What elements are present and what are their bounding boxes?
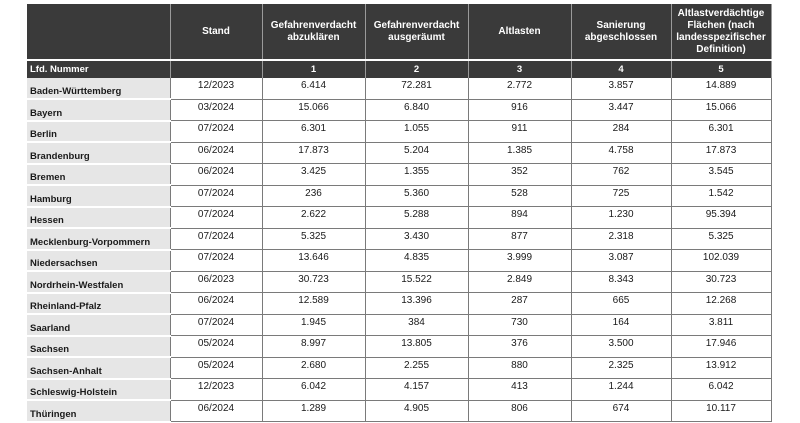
value-cell-1: 13.646 — [262, 250, 365, 272]
table-row — [27, 271, 771, 293]
value-cell-2: 4.905 — [365, 400, 468, 422]
table-row — [27, 121, 771, 143]
table-row — [27, 185, 771, 207]
stand-cell: 05/2024 — [170, 336, 262, 358]
header-gefahrenverdacht-abzuklaeren: Gefahrenverdacht abzuklären — [262, 4, 365, 60]
value-cell-4: 4.758 — [571, 142, 671, 164]
value-cell-3: 2.772 — [468, 78, 571, 99]
value-cell-5: 13.912 — [671, 357, 771, 379]
value-cell-5: 5.325 — [671, 228, 771, 250]
stand-cell: 12/2023 — [170, 379, 262, 401]
header-altlastverdaechtige-flaechen: Altlastverdächtige Flächen (nach landesspezifischer Definition) — [671, 4, 771, 60]
value-cell-3: 911 — [468, 121, 571, 143]
value-cell-4: 8.343 — [571, 271, 671, 293]
value-cell-2: 13.396 — [365, 293, 468, 315]
table-row — [27, 400, 771, 422]
value-cell-4: 2.325 — [571, 357, 671, 379]
value-cell-5: 3.545 — [671, 164, 771, 186]
stand-cell: 07/2024 — [170, 121, 262, 143]
value-cell-4: 3.500 — [571, 336, 671, 358]
land-cell: Sachsen-Anhalt — [27, 357, 170, 379]
altlasten-table-container — [27, 4, 771, 423]
table-row — [27, 78, 771, 99]
value-cell-3: 352 — [468, 164, 571, 186]
stand-cell: 07/2024 — [170, 185, 262, 207]
value-cell-1: 1.945 — [262, 314, 365, 336]
value-cell-1: 6.301 — [262, 121, 365, 143]
stand-cell: 06/2024 — [170, 142, 262, 164]
stand-cell: 03/2024 — [170, 99, 262, 121]
table-row — [27, 250, 771, 272]
value-cell-2: 72.281 — [365, 78, 468, 99]
number-cell-4: 4 — [571, 60, 671, 78]
value-cell-1: 5.325 — [262, 228, 365, 250]
land-cell: Bayern — [27, 99, 170, 121]
value-cell-3: 413 — [468, 379, 571, 401]
value-cell-2: 5.288 — [365, 207, 468, 229]
value-cell-2: 384 — [365, 314, 468, 336]
stand-cell: 07/2024 — [170, 250, 262, 272]
value-cell-5: 17.946 — [671, 336, 771, 358]
value-cell-3: 730 — [468, 314, 571, 336]
value-cell-4: 674 — [571, 400, 671, 422]
value-cell-1: 236 — [262, 185, 365, 207]
value-cell-4: 725 — [571, 185, 671, 207]
value-cell-5: 95.394 — [671, 207, 771, 229]
land-cell: Baden-Württemberg — [27, 78, 170, 99]
land-cell: Rheinland-Pfalz — [27, 293, 170, 315]
stand-cell: 07/2024 — [170, 207, 262, 229]
table-row — [27, 357, 771, 379]
value-cell-2: 1.055 — [365, 121, 468, 143]
stand-cell: 07/2024 — [170, 228, 262, 250]
value-cell-5: 14.889 — [671, 78, 771, 99]
value-cell-4: 284 — [571, 121, 671, 143]
value-cell-3: 1.385 — [468, 142, 571, 164]
value-cell-4: 3.087 — [571, 250, 671, 272]
value-cell-2: 13.805 — [365, 336, 468, 358]
header-sanierung-abgeschlossen: Sanierung abgeschlossen — [571, 4, 671, 60]
land-cell: Sachsen — [27, 336, 170, 358]
land-cell: Nordrhein-Westfalen — [27, 271, 170, 293]
header-cell-blank — [27, 4, 170, 60]
value-cell-3: 2.849 — [468, 271, 571, 293]
stand-cell: 12/2023 — [170, 78, 262, 99]
value-cell-5: 1.542 — [671, 185, 771, 207]
value-cell-5: 102.039 — [671, 250, 771, 272]
value-cell-1: 3.425 — [262, 164, 365, 186]
value-cell-3: 528 — [468, 185, 571, 207]
number-row — [27, 60, 771, 78]
table-row — [27, 228, 771, 250]
stand-cell: 05/2024 — [170, 357, 262, 379]
value-cell-4: 3.857 — [571, 78, 671, 99]
stand-cell: 06/2024 — [170, 400, 262, 422]
value-cell-5: 17.873 — [671, 142, 771, 164]
value-cell-3: 877 — [468, 228, 571, 250]
value-cell-5: 10.117 — [671, 400, 771, 422]
value-cell-5: 30.723 — [671, 271, 771, 293]
table-row — [27, 314, 771, 336]
table-body — [27, 78, 771, 422]
land-cell: Berlin — [27, 121, 170, 143]
table-row — [27, 207, 771, 229]
table-row — [27, 336, 771, 358]
land-cell: Brandenburg — [27, 142, 170, 164]
table-row — [27, 142, 771, 164]
altlasten-table — [27, 4, 772, 423]
value-cell-4: 3.447 — [571, 99, 671, 121]
stand-cell: 06/2024 — [170, 293, 262, 315]
value-cell-2: 5.204 — [365, 142, 468, 164]
land-cell: Schleswig-Holstein — [27, 379, 170, 401]
value-cell-2: 4.835 — [365, 250, 468, 272]
number-cell-stand — [170, 60, 262, 78]
number-cell-5: 5 — [671, 60, 771, 78]
value-cell-1: 30.723 — [262, 271, 365, 293]
value-cell-4: 164 — [571, 314, 671, 336]
value-cell-5: 15.066 — [671, 99, 771, 121]
value-cell-3: 916 — [468, 99, 571, 121]
land-cell: Niedersachsen — [27, 250, 170, 272]
value-cell-2: 15.522 — [365, 271, 468, 293]
value-cell-3: 3.999 — [468, 250, 571, 272]
value-cell-3: 376 — [468, 336, 571, 358]
value-cell-2: 3.430 — [365, 228, 468, 250]
value-cell-2: 4.157 — [365, 379, 468, 401]
header-gefahrenverdacht-ausgeraeumt: Gefahrenverdacht ausgeräumt — [365, 4, 468, 60]
land-cell: Hessen — [27, 207, 170, 229]
value-cell-1: 1.289 — [262, 400, 365, 422]
land-cell: Bremen — [27, 164, 170, 186]
table-row — [27, 379, 771, 401]
stand-cell: 07/2024 — [170, 314, 262, 336]
number-cell-2: 2 — [365, 60, 468, 78]
table-row — [27, 99, 771, 121]
value-cell-4: 762 — [571, 164, 671, 186]
value-cell-3: 880 — [468, 357, 571, 379]
value-cell-1: 17.873 — [262, 142, 365, 164]
value-cell-1: 6.414 — [262, 78, 365, 99]
value-cell-5: 12.268 — [671, 293, 771, 315]
value-cell-2: 1.355 — [365, 164, 468, 186]
value-cell-5: 6.042 — [671, 379, 771, 401]
value-cell-1: 8.997 — [262, 336, 365, 358]
number-row-label: Lfd. Nummer — [27, 60, 170, 78]
stand-cell: 06/2024 — [170, 164, 262, 186]
number-cell-1: 1 — [262, 60, 365, 78]
value-cell-5: 6.301 — [671, 121, 771, 143]
value-cell-2: 5.360 — [365, 185, 468, 207]
land-cell: Mecklenburg-Vorpommern — [27, 228, 170, 250]
value-cell-1: 6.042 — [262, 379, 365, 401]
value-cell-1: 2.680 — [262, 357, 365, 379]
header-stand: Stand — [170, 4, 262, 60]
value-cell-2: 6.840 — [365, 99, 468, 121]
table-row — [27, 293, 771, 315]
land-cell: Hamburg — [27, 185, 170, 207]
stand-cell: 06/2023 — [170, 271, 262, 293]
value-cell-1: 15.066 — [262, 99, 365, 121]
value-cell-4: 1.244 — [571, 379, 671, 401]
value-cell-2: 2.255 — [365, 357, 468, 379]
value-cell-4: 665 — [571, 293, 671, 315]
header-altlasten: Altlasten — [468, 4, 571, 60]
value-cell-5: 3.811 — [671, 314, 771, 336]
value-cell-3: 287 — [468, 293, 571, 315]
number-cell-3: 3 — [468, 60, 571, 78]
land-cell: Thüringen — [27, 400, 170, 422]
value-cell-1: 12.589 — [262, 293, 365, 315]
value-cell-3: 806 — [468, 400, 571, 422]
header-row — [27, 4, 771, 60]
value-cell-1: 2.622 — [262, 207, 365, 229]
value-cell-3: 894 — [468, 207, 571, 229]
land-cell: Saarland — [27, 314, 170, 336]
value-cell-4: 1.230 — [571, 207, 671, 229]
table-row — [27, 164, 771, 186]
value-cell-4: 2.318 — [571, 228, 671, 250]
